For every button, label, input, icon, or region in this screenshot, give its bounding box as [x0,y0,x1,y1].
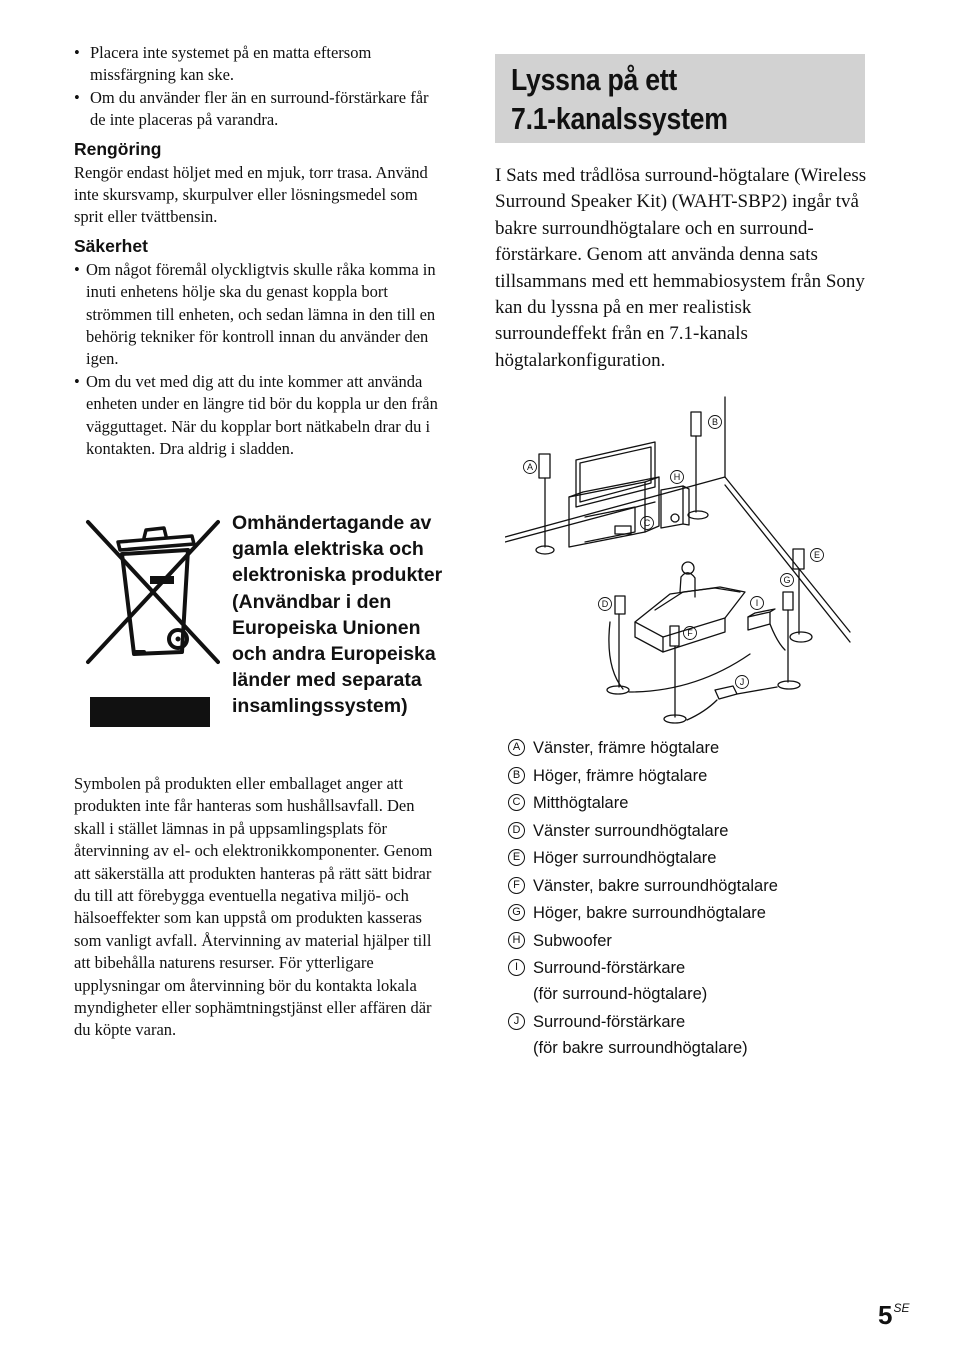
weee-heading: Omhändertagande av gamla elektriska och elektroniska produkter (Användbar i den Europeiska Unionen och andra Europeiska länder med separata insamlingssystem) [232,512,443,718]
speaker-legend [508,735,868,1062]
legend-item: G Höger, bakre surroundhögtalare [508,900,868,926]
list-item: • Om du använder fler än en surround-förstärkare får de inte placeras på varandra. [74,87,429,130]
diagram-label-e: E [813,550,821,560]
diagram-label-f: F [687,628,693,638]
left-column [74,42,442,461]
diagram-label-h: H [673,472,681,482]
page-title: Lyssna på ett 7.1-kanalssystem [511,62,728,136]
diagram-label-d: D [601,599,609,609]
weee-solid-bar [90,697,210,727]
speaker-setup-diagram [505,392,855,732]
intro-paragraph: I Sats med trådlösa surround-högtalare (Wireless Surround Speaker Kit) (WAHT-SBP2) ingår två bakre surroundhögtalare och en surround-förstärkare. Genom att använda denna sats tillsammans med ett hemmabiosystem från Sony kan du lyssna på en mer realistisk surroundeffekt från en 7.1-kanals högtalarkonfiguration. [495,165,867,371]
safety-bullet-list [74,259,442,461]
diagram-label-j: J [739,677,745,687]
legend-item: A Vänster, främre högtalare [508,735,868,761]
weee-text: Symbolen på produkten eller emballaget anger att produkten inte får hanteras som hushållsavfall. Den skall i stället lämnas in på uppsamlingsplats för återvinning av el- och elektronikkomponenter. Genom att säkerställa att produkten hanteras på rätt sätt bidrar du till att förebygga eventuella negativa miljö- och hälsoeffekter som kan uppstå om produkten kasseras som vanligt avfall. Återvinning av material hjälper till att bibehålla naturens resurser. För ytterligare upplysningar om återvinning bör du kontakta lokala myndigheter eller sophämtningstjänst eller affären där du köpte varan. [74,774,433,1040]
legend-item: D Vänster surroundhögtalare [508,818,868,844]
legend-item: H Subwoofer [508,928,868,954]
legend-item: I Surround-förstärkare (för surround-högtalare) [508,955,868,1007]
diagram-label-i: I [755,598,759,608]
weee-section [74,512,444,774]
legend-item: B Höger, främre högtalare [508,763,868,789]
legend-item: J Surround-förstärkare (för bakre surroundhögtalare) [508,1009,868,1061]
page-number: $5^{SE}$ [878,1300,910,1330]
diagram-label-g: G [783,575,791,585]
legend-item: F Vänster, bakre surroundhögtalare [508,873,868,899]
diagram-label-b: B [711,417,719,427]
cleaning-heading: Rengöring [74,138,162,159]
legend-item: C Mitthögtalare [508,790,868,816]
legend-item: E Höger surroundhögtalare [508,845,868,871]
list-item: • Placera inte systemet på en matta eftersom missfärgning kan ske. [74,43,372,85]
diagram-label-a: A [526,462,534,472]
top-bullet-list [74,42,442,132]
list-item: • Om något föremål olyckligtvis skulle råka komma in inuti enhetens hölje ska du genast koppla bort strömmen till enheten, och sedan lämna in den till en behörig tekniker för kontroll innan du använder den igen. [74,259,436,369]
section-heading-box [495,54,865,143]
cleaning-text: Rengör endast höljet med en mjuk, torr trasa. Använd inte skursvamp, skurpulver eller lösningsmedel som sprit eller tvättbensin. [74,162,428,227]
diagram-label-c: C [643,518,651,528]
list-item: • Om du vet med dig att du inte kommer att använda enheten under en längre tid bör du koppla ur den från vägguttaget. När du kopplar bort nätkabeln drar du i kontakten. Dra aldrig i sladden. [74,371,438,459]
safety-heading: Säkerhet [74,235,148,256]
